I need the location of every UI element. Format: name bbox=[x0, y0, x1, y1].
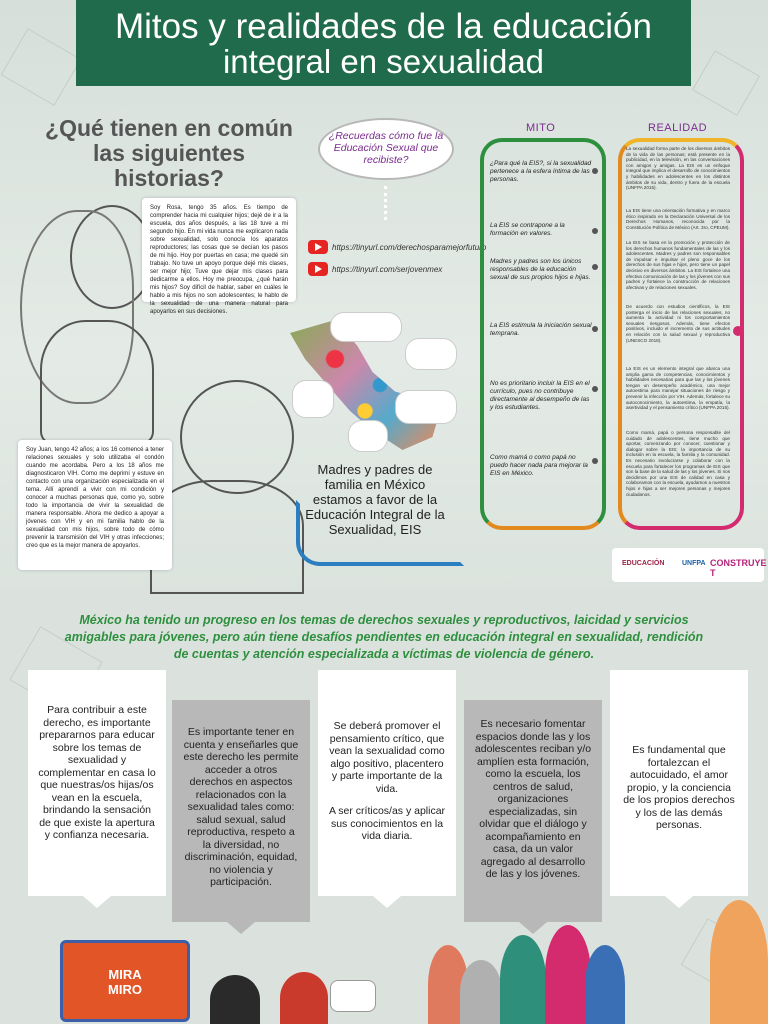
woman-body bbox=[40, 320, 154, 444]
title-line-2: integral en sexualidad bbox=[222, 43, 545, 80]
construye-logo: CONSTRUYE T bbox=[710, 558, 767, 578]
sponsor-logos bbox=[612, 548, 767, 582]
timeline-node bbox=[592, 386, 598, 392]
advice-card-text: Es importante tener en cuenta y enseñarles que este derecho les permite acceder a otros derechos en aspectos relacionados con la sexualidad tales como: salud sexual, salud reproductiva, respeto a la diversidad, no discriminación, equidad, no violencia y participación. bbox=[183, 726, 299, 888]
mira-label: MIRA bbox=[108, 967, 142, 982]
timeline-node bbox=[592, 168, 598, 174]
mito-item: Madres y padres son los únicos responsables de la educación sexual de sus propios hijos e hijas. bbox=[490, 258, 591, 281]
mito-item: No es prioritario incluir la EIS en el currículo, pues no contribuye directamente al desempeño de las y los estudiantes. bbox=[490, 380, 590, 411]
title-banner bbox=[76, 0, 691, 86]
family-figure bbox=[710, 900, 768, 1024]
progress-statement: México ha tenido un progreso en los temas de derechos sexuales y reproductivos, laicidad y servicios amigables para jóvenes, pero aún tiene desafíos pendientes en educación integral en sexualidad, rendición de cuentas y atención especializada a víctimas de violencia de género. bbox=[64, 613, 704, 661]
mito-item: La EIS estimula la iniciación sexual temprana. bbox=[490, 322, 592, 337]
title-line-1: Mitos y realidades de la educación bbox=[115, 7, 652, 46]
youtube-icon[interactable] bbox=[308, 262, 328, 276]
timeline-node bbox=[592, 458, 598, 464]
realidad-item: La sexualidad forma parte de los diversos ámbitos de la vida de las personas; está presente en la publicidad, en la televisión, en las conversaciones con amigos y amigas. La EIS es un enfoque integral que implica el desarrollo de conocimientos y habilidades en adolescentes en los distintos ámbitos de su vida, dentro y fuera de la escuela (UNFPA 2015). bbox=[626, 146, 730, 191]
realidad-item: La EIS tiene una orientación formativa y en marco ético inspirado en la Declaración Universal de los Derechos Humanos, reconocida por la Constitución Política de México (Art. 3ro, CPEUM). bbox=[626, 208, 730, 230]
story-juan bbox=[18, 440, 172, 570]
person-figure bbox=[210, 975, 260, 1024]
family-group-bubble bbox=[292, 380, 334, 418]
person-figure bbox=[280, 972, 328, 1024]
timeline-node bbox=[592, 264, 598, 270]
realidad-item: La EIS se basa en la promoción y protección de los derechos humanos fundamentales de las y los adolescentes. Madres y padres son responsables de impulsar e impulsar el pleno goce de los derechos de sus hijas e hijos, pero tiene un papel decisivo en diversos ámbitos. La EIS fortalece una efectiva comunicación de las y los jóvenes con sus padres y fortalece la construcción de relaciones afectivas y de relaciones sexuales. bbox=[626, 240, 730, 290]
mito-item: La EIS se contrapone a la formación en valores. bbox=[490, 222, 565, 237]
man-head bbox=[180, 380, 294, 494]
advice-card-text-2: A ser críticos/as y aplicar sus conocimientos en la vida diaria. bbox=[328, 805, 446, 842]
story-rosa-text: Soy Rosa, tengo 35 años. Es tiempo de comprender hacia mi cualquier hijos; dejé de ir a la escuela, dos años después, a las 18 tuve a mi segundo hijo. En mi vida nunca me explicaron nada sobre sexualidad, solo conocía los aparatos reproductores; las cosas que se decían los pasos de mi hijo. Hoy por puertas en casa; me quedé sin trabajo. No tuve un apoyo porque dejé mis clases, ser mejor hijo; Tuve que dejar mis clases para dedicarme a ellos. Hoy me preocupa, ¿qué harán mis hijos? Soy difícil de hablar, saber en cuáles le hablo a mis hijos no son adolescentes; le hablo de la sexualidad de una manera natural para apoyarlos en sus decisiones. bbox=[150, 205, 288, 315]
realidad-column-header: REALIDAD bbox=[648, 122, 708, 134]
timeline-node bbox=[592, 228, 598, 234]
mito-column-header: MITO bbox=[526, 122, 556, 134]
family-figure bbox=[500, 935, 546, 1024]
recuerdas-text: ¿Recuerdas cómo fue la Educación Sexual que recibiste? bbox=[328, 130, 444, 166]
realidad-item: Como mamá, papá o persona responsable del cuidado de adolescentes, tiene mucho que aportar, comenzando por conocer, cuestionar y dialogar sobre la EIS; la importancia de su inclusión en la escuela, la familia y la comunidad. Es necesario involucrarse y colaborar con la escuela para fortalecer los programas de EIS que son la base de la salud de las y los jóvenes. Si nos decidimos por una EIS de calidad en casa y colaboramos con la escuela, ayudamos a nuestros hijos e hijas a ser mejores personas y mejores ciudadanos. bbox=[626, 430, 730, 497]
family-figure bbox=[460, 960, 502, 1024]
recuerdas-bubble bbox=[318, 118, 454, 180]
question-heading: ¿Qué tienen en común las siguientes historias? bbox=[45, 115, 293, 191]
family-group-bubble bbox=[330, 312, 402, 342]
family-group-bubble bbox=[348, 420, 388, 452]
video-link-2[interactable]: https://tinyurl.com/serjovenmex bbox=[332, 265, 443, 274]
youtube-icon[interactable] bbox=[308, 240, 328, 254]
timeline-node bbox=[592, 326, 598, 332]
timeline-node-pink bbox=[733, 326, 743, 336]
family-group-bubble bbox=[395, 390, 457, 424]
man-body bbox=[150, 480, 304, 594]
dotted-connector bbox=[384, 186, 390, 220]
unfpa-logo: UNFPA bbox=[682, 560, 706, 567]
realidad-item: De acuerdo con estudios científicos, la EIS posterga el inicio de las relaciones sexuales, no aumenta la actividad ni los comportamientos sexuales riesgosos. Además, tiene efectos positivos, incluido el incremento de sus actitudes en relación con la salud sexual y reproductiva (UNESCO 2018). bbox=[626, 304, 730, 343]
advice-card-text: Es necesario fomentar espacios donde las y los adolescentes reciban y/o amplíen esta formación, como la escuela, los centros de salud, organizaciones especializadas, sin olvidar que el diálogo y acompañamiento en casa, da un valor agregado al desarrollo de las y los jóvenes. bbox=[474, 718, 592, 880]
advice-card bbox=[28, 670, 166, 896]
advice-card bbox=[464, 700, 602, 922]
realidad-item: La EIS es un elemento integral que abarca una amplia gama de competencias, conocimientos y habilidades necesarias para que las y los jóvenes tengan un desempeño académico, una mejor autoestima para manejar situaciones de riesgo y prevenir la infección por VIH. Además, fortalece su autoconocimiento, la autoestima, la empatía, la asertividad y el pensamiento crítico (UNFPA 2015). bbox=[626, 366, 730, 411]
advice-card bbox=[172, 700, 310, 922]
speech-bubble-icon bbox=[330, 980, 376, 1012]
parents-statement: Madres y padres de familia en México estamos a favor de la Educación Integral de la Sexualidad, EIS bbox=[305, 462, 445, 537]
family-group-bubble bbox=[405, 338, 457, 370]
educacion-logo: EDUCACIÓN bbox=[622, 560, 665, 567]
advice-card-text: Se deberá promover el pensamiento crítico, que vean la sexualidad como algo positivo, placentero y parte importante de la vida. bbox=[329, 720, 445, 795]
mito-item: Como mamá o como papá no puedo hacer nada para mejorar la EIS en México. bbox=[490, 454, 588, 477]
family-figure bbox=[585, 945, 625, 1024]
mira-miro-badge bbox=[60, 940, 190, 1022]
advice-card bbox=[318, 670, 456, 896]
advice-card-text: Es fundamental que fortalezcan el autocuidado, el amor propio, y la conciencia de los propios derechos y los de las demás personas. bbox=[623, 744, 735, 831]
advice-card bbox=[610, 670, 748, 896]
mito-item: ¿Para qué la EIS?, si la sexualidad pertenece a la esfera íntima de las personas. bbox=[490, 160, 592, 183]
miro-label: MIRO bbox=[108, 982, 142, 997]
path-line-blue bbox=[296, 500, 464, 566]
story-juan-text: Soy Juan, tengo 42 años; a los 16 comencé a tener relaciones sexuales y solo utilizaba el condón cuando me acordaba. Pero a los 18 años me diagnosticaron VIH. Como me deprimí y estuve en contacto con una organización especializada en el tema. Allí aprendí a vivir con mi condición y conocer a muchas personas que, como yo, sobre todo la importancia de vivir la sexualidad de manera responsable. Ahora me dedico a apoyar a jóvenes con VIH y en mi familia hablo de la sexualidad con mis hijos, sobre todo de cómo prevenir la transmisión del VIH y otras infecciones; creo que es la mejor manera de apoyarlos. bbox=[26, 447, 164, 549]
advice-card-text: Para contribuir a este derecho, es importante prepararnos para educar sobre los temas de sexualidad y complementar en casa lo que nuestras/os hijas/os vean en la escuela, brindando la sensación de que existe la apertura y confianza necesaria. bbox=[38, 704, 156, 841]
video-link-1[interactable]: https://tinyurl.com/derechosparamejorfuturo bbox=[332, 243, 487, 252]
story-rosa bbox=[142, 198, 296, 315]
